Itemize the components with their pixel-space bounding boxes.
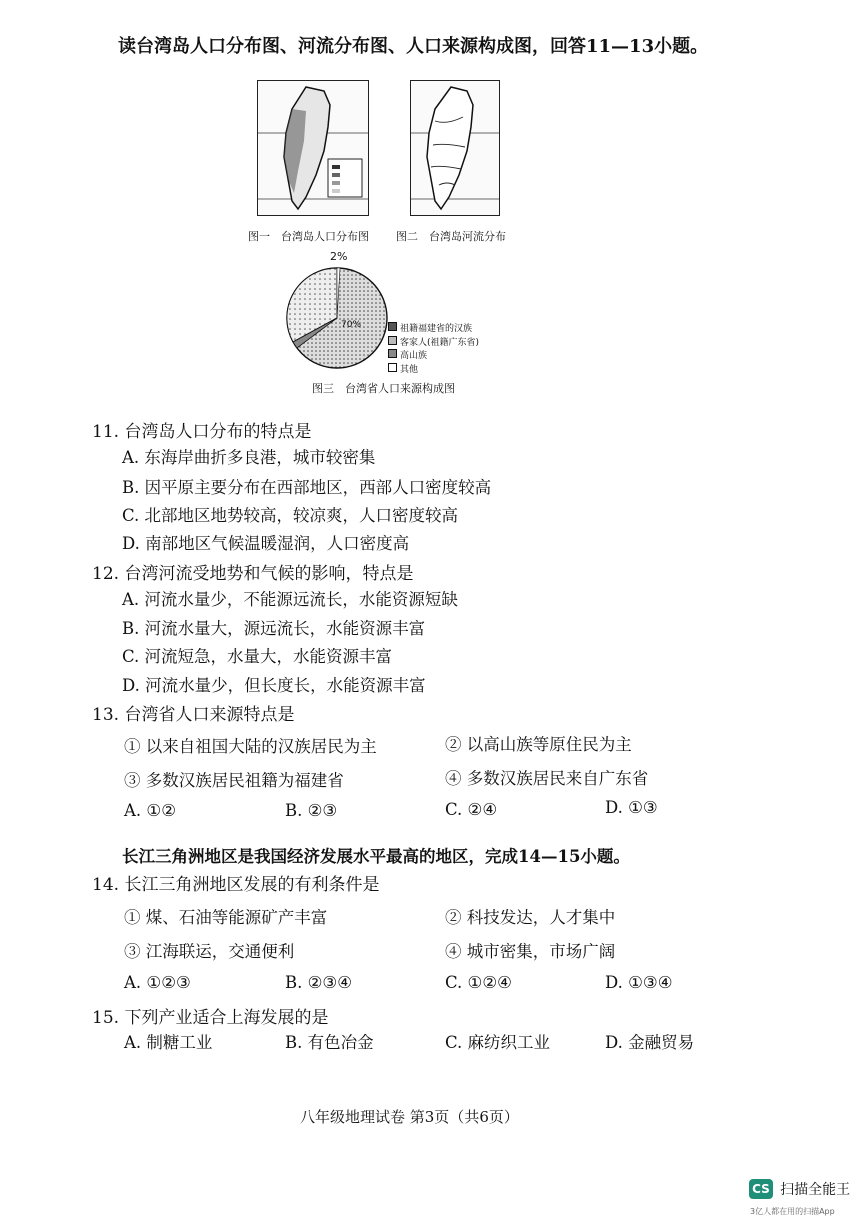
taiwan-population-map-image [258,81,368,215]
figure-population-map [257,80,369,216]
q12-option-d[interactable]: D. 河流水量少，但长度长，水能资源丰富 [122,676,426,695]
q13-item-1: ① 以来自祖国大陆的汉族居民为主 [124,737,377,756]
q14-choice-a[interactable]: A. ①②③ [124,973,191,992]
pie-top-label: 2% [330,250,348,263]
watermark-tagline: 3亿人都在用的扫描App [750,1207,835,1216]
q13-choice-a[interactable]: A. ①② [124,801,176,820]
q15-choice-d[interactable]: D. 金融贸易 [605,1033,695,1052]
figure1-caption: 图一 台湾岛人口分布图 [248,230,369,243]
q13-choice-c[interactable]: C. ②④ [445,800,498,819]
q13-item-3: ③ 多数汉族居民祖籍为福建省 [124,771,344,790]
pie-legend [388,322,479,376]
q14-choice-d[interactable]: D. ①③④ [605,973,673,992]
q15-choice-c[interactable]: C. 麻纺织工业 [445,1033,551,1052]
legend-item-fujian: 祖籍福建省的汉族 [388,322,479,336]
watermark-name: 扫描全能王 [780,1181,851,1198]
q13-choice-b[interactable]: B. ②③ [285,801,338,820]
q11-option-b[interactable]: B. 因平原主要分布在西部地区，西部人口密度较高 [122,478,492,497]
q12-option-b[interactable]: B. 河流水量大，源远流长，水能资源丰富 [122,619,426,638]
q15-stem: 15. 下列产业适合上海发展的是 [92,1008,329,1028]
pie-inner-label: 70% [341,320,362,330]
q13-item-4: ④ 多数汉族居民来自广东省 [445,769,649,788]
scanner-watermark [749,1178,850,1199]
q11-option-a[interactable]: A. 东海岸曲折多良港，城市较密集 [122,448,376,467]
legend-item-hakka: 客家人(祖籍广东省) [388,336,479,350]
section1-intro: 读台湾岛人口分布图、河流分布图、人口来源构成图，回答11—13小题。 [118,36,709,57]
q14-item-2: ② 科技发达，人才集中 [445,908,616,927]
q14-choice-c[interactable]: C. ①②④ [445,973,512,992]
page-footer: 八年级地理试卷 第3页（共6页） [300,1108,519,1126]
q14-item-4: ④ 城市密集，市场广阔 [445,942,616,961]
legend-item-other: 其他 [388,363,479,377]
q14-item-3: ③ 江海联运，交通便利 [124,942,295,961]
q11-stem: 11. 台湾岛人口分布的特点是 [92,422,312,442]
q14-choice-b[interactable]: B. ②③④ [285,973,352,992]
q11-option-d[interactable]: D. 南部地区气候温暖湿润，人口密度高 [122,534,410,553]
population-source-pie [283,262,391,374]
q11-option-c[interactable]: C. 北部地区地势较高，较凉爽，人口密度较高 [122,506,459,525]
q15-choice-a[interactable]: A. 制糖工业 [124,1033,213,1052]
legend-item-gaoshan: 高山族 [388,349,479,363]
taiwan-river-map-image [411,81,499,215]
figure2-caption: 图二 台湾岛河流分布 [396,230,506,243]
figure3-caption: 图三 台湾省人口来源构成图 [312,382,455,395]
q15-choice-b[interactable]: B. 有色冶金 [285,1033,374,1052]
q13-item-2: ② 以高山族等原住民为主 [445,735,632,754]
q12-option-a[interactable]: A. 河流水量少，不能源远流长，水能资源短缺 [122,590,458,609]
figure-river-map [410,80,500,216]
q13-stem: 13. 台湾省人口来源特点是 [92,705,295,725]
camscanner-logo-icon: CS [749,1179,773,1199]
q12-option-c[interactable]: C. 河流短急，水量大，水能资源丰富 [122,647,393,666]
q14-item-1: ① 煤、石油等能源矿产丰富 [124,908,328,927]
q13-choice-d[interactable]: D. ①③ [605,798,658,817]
section2-intro: 长江三角洲地区是我国经济发展水平最高的地区，完成14—15小题。 [122,847,630,866]
q14-stem: 14. 长江三角洲地区发展的有利条件是 [92,875,380,895]
q12-stem: 12. 台湾河流受地势和气候的影响，特点是 [92,564,414,584]
